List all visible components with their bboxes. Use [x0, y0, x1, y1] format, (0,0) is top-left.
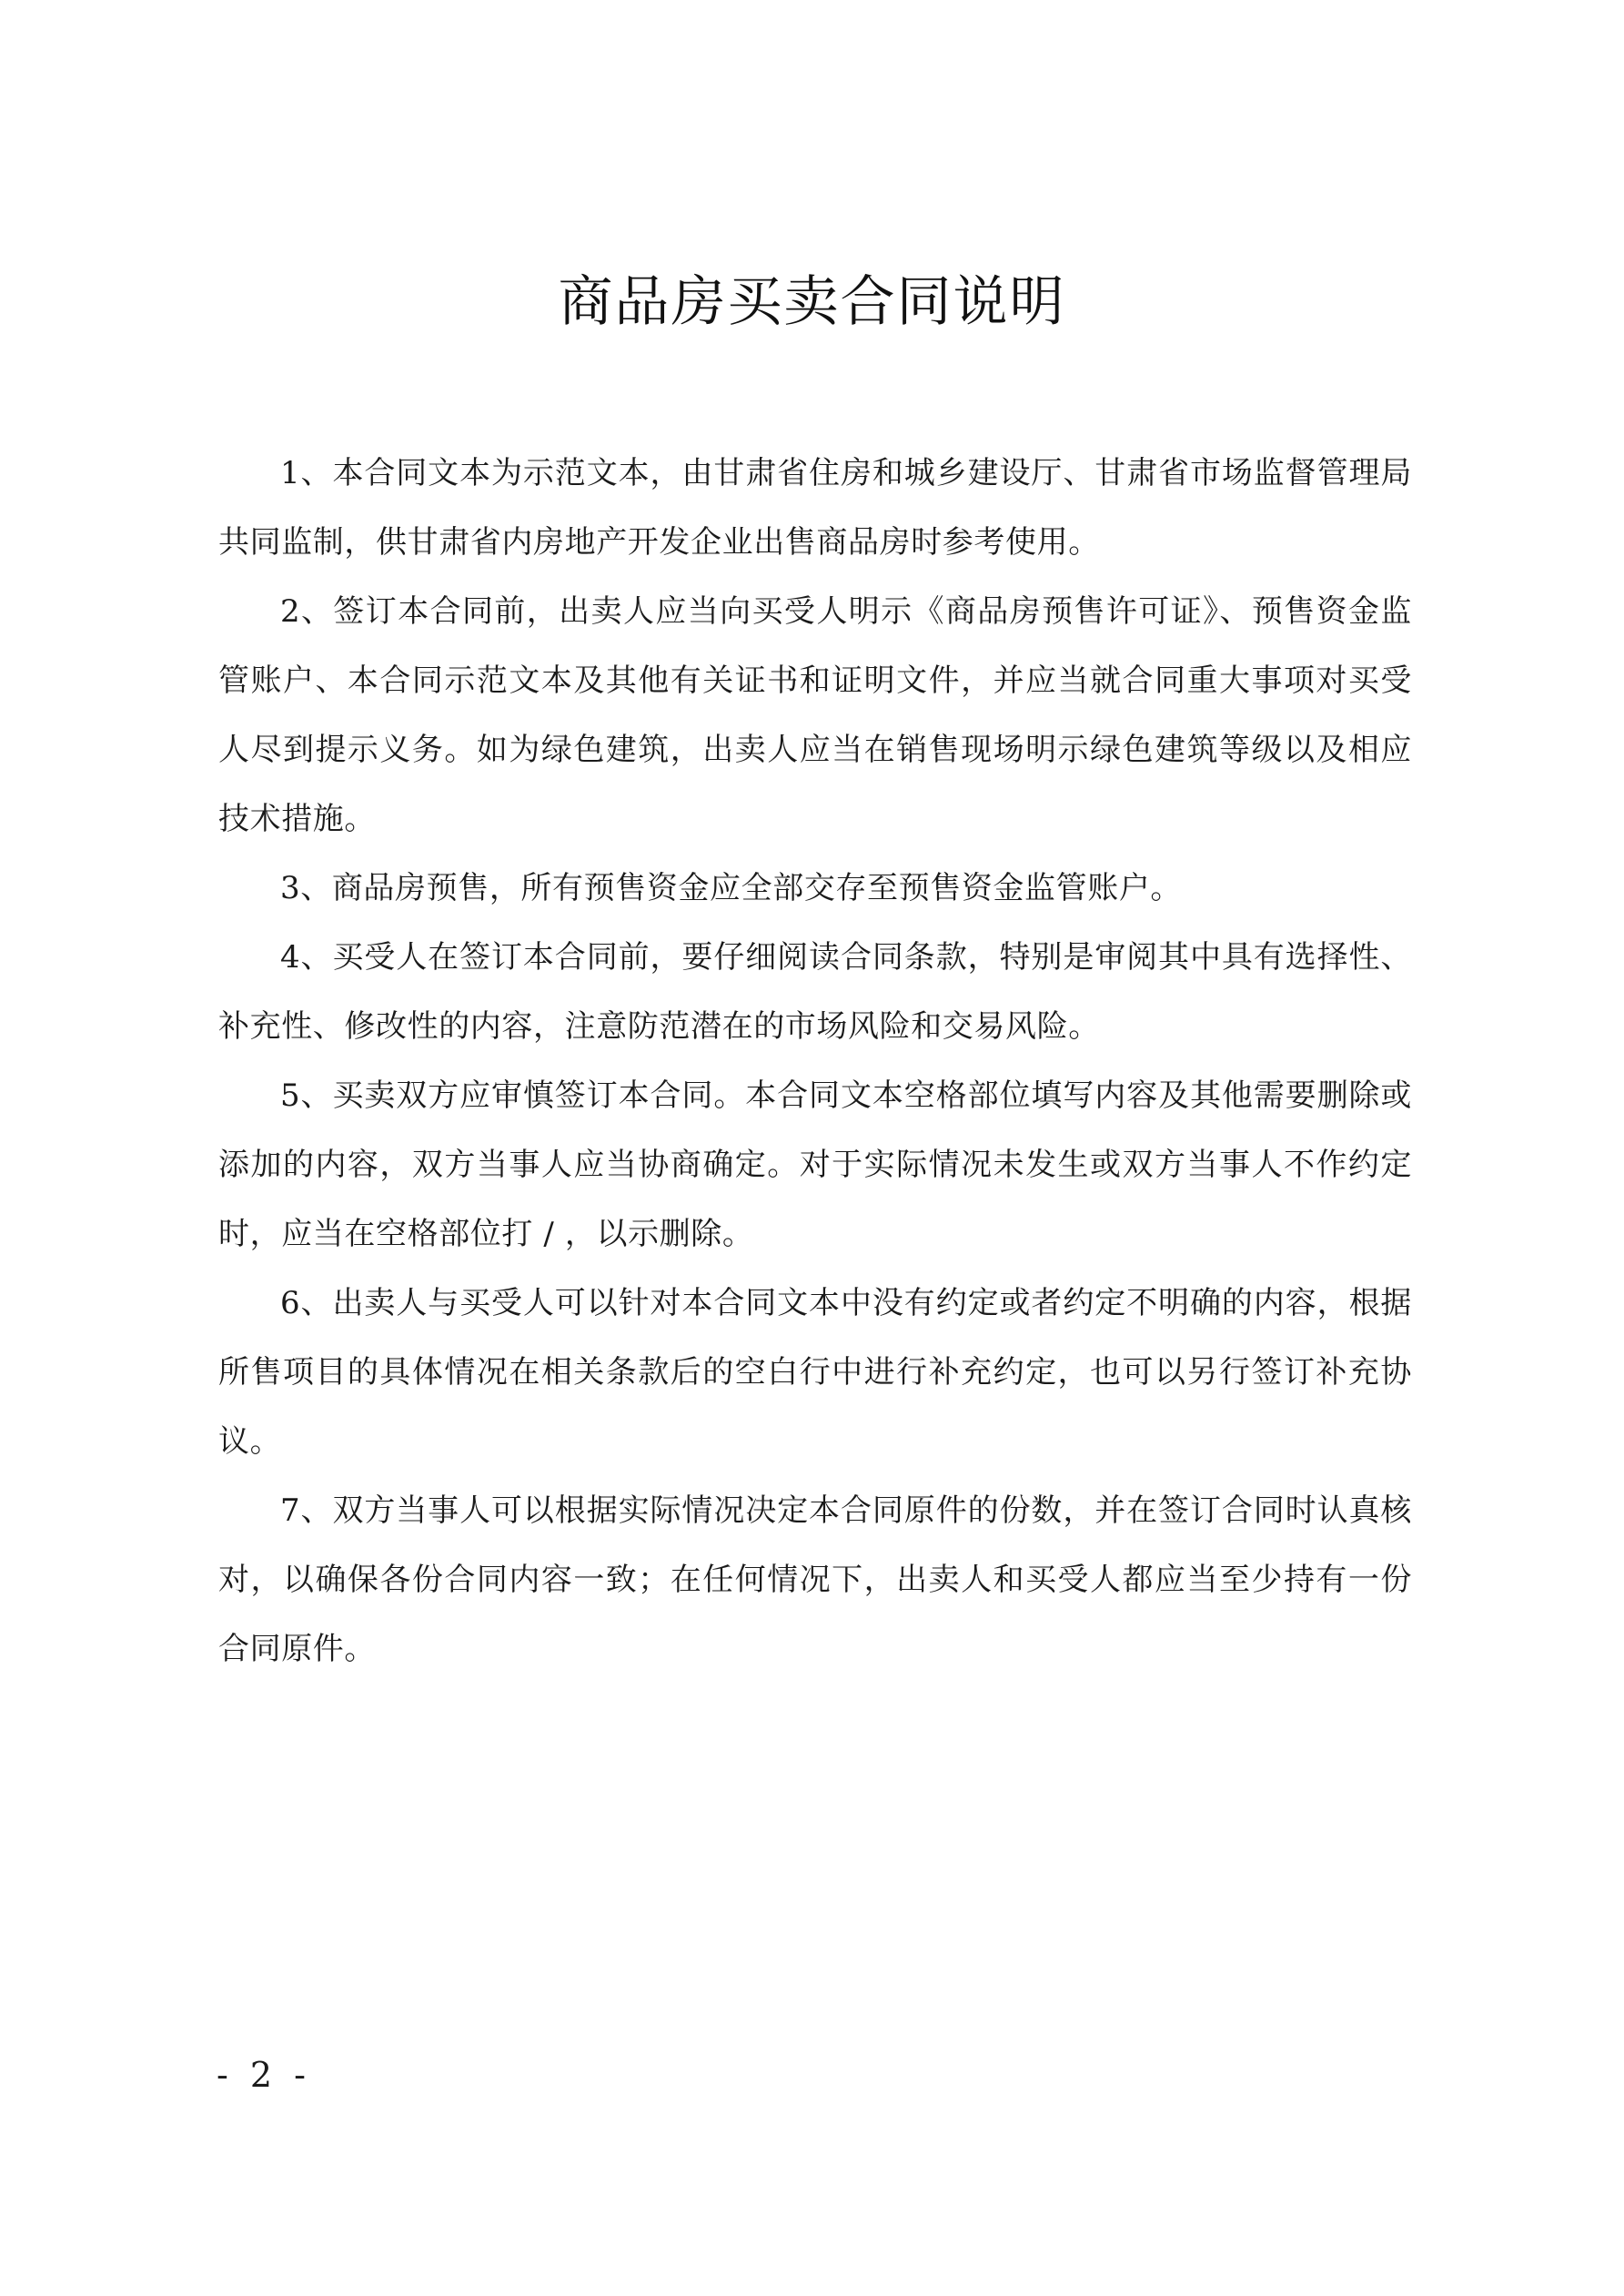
paragraph-2: 2、签订本合同前，出卖人应当向买受人明示《商品房预售许可证》、预售资金监管账户、本合同示范文本及其他有关证书和证明文件，并应当就合同重大事项对买受人尽到提示义务。如为绿色建筑，出卖人应当在销售现场明示绿色建筑等级以及相应技术措施。 — [218, 593, 1412, 837]
document-body — [218, 439, 1412, 1684]
paragraph-1: 1、本合同文本为示范文本，由甘肃省住房和城乡建设厅、甘肃省市场监督管理局共同监制，供甘肃省内房地产开发企业出售商品房时参考使用。 — [218, 455, 1412, 561]
paragraph-5: 5、买卖双方应审慎签订本合同。本合同文本空格部位填写内容及其他需要删除或添加的内容，双方当事人应当协商确定。对于实际情况未发生或双方当事人不作约定时，应当在空格部位打 / ，以示删除。 — [218, 1077, 1412, 1252]
paragraph-6: 6、出卖人与买受人可以针对本合同文本中没有约定或者约定不明确的内容，根据所售项目的具体情况在相关条款后的空白行中进行补充约定，也可以另行签订补充协议。 — [218, 1285, 1412, 1460]
paragraph-4: 4、买受人在签订本合同前，要仔细阅读合同条款，特别是审阅其中具有选择性、补充性、修改性的内容，注意防范潜在的市场风险和交易风险。 — [218, 939, 1412, 1045]
page-number: - 2 - — [217, 2055, 312, 2095]
document-title: 商品房买卖合同说明 — [558, 270, 1066, 334]
paragraph-3: 3、商品房预售，所有预售资金应全部交存至预售资金监管账户。 — [280, 870, 1183, 906]
paragraph-7: 7、双方当事人可以根据实际情况决定本合同原件的份数，并在签订合同时认真核对，以确保各份合同内容一致；在任何情况下，出卖人和买受人都应当至少持有一份合同原件。 — [218, 1492, 1412, 1667]
